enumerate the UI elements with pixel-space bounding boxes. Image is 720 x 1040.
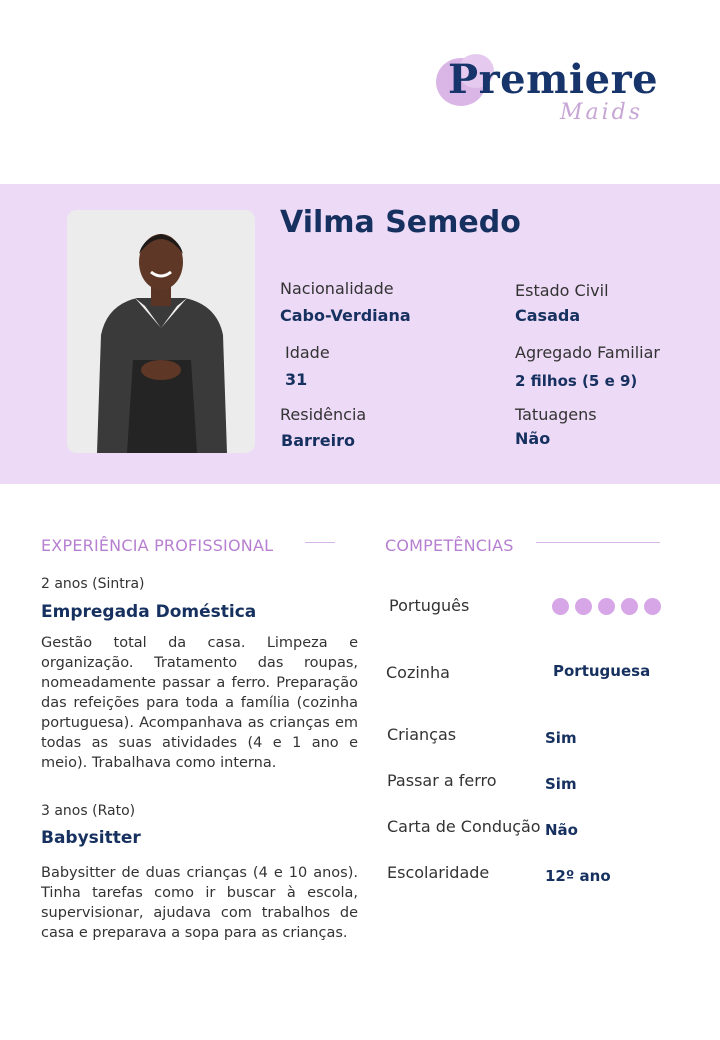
job-description: Gestão total da casa. Limpeza e organização. Tratamento das roupas, nomeadamente passar a ferro. Preparação das refeições para toda a família (cozinha portuguesa). Acompanhava as crianças em todas as suas atividades (4 e 1 ano e meio). Trabalhava como interna. bbox=[41, 635, 358, 771]
skill-ironing-value: Sim bbox=[545, 775, 577, 793]
job-description: Babysitter de duas crianças (4 e 10 anos). Tinha tarefas como ir buscar à escola, supervisionar, ajudava com trabalhos de casa e preparava a sopa para as crianças. bbox=[41, 865, 358, 941]
logo-wordmark: Premiere bbox=[448, 56, 659, 103]
tattoos-value: Não bbox=[515, 429, 551, 448]
skill-cooking-value: Portuguesa bbox=[553, 662, 651, 680]
logo-subtitle: Maids bbox=[560, 100, 644, 125]
skill-portuguese-rating bbox=[552, 598, 672, 615]
rating-dot bbox=[552, 598, 569, 615]
job-period: 3 anos (Rato) bbox=[41, 803, 136, 819]
skill-education-value: 12º ano bbox=[545, 867, 611, 885]
profile-photo bbox=[67, 210, 255, 453]
skill-driving-license-label: Carta de Condução bbox=[387, 817, 541, 836]
household-value: 2 filhos (5 e 9) bbox=[515, 372, 638, 390]
candidate-name: Vilma Semedo bbox=[280, 205, 521, 240]
rating-dot bbox=[621, 598, 638, 615]
residence-label: Residência bbox=[280, 405, 367, 424]
skills-title-rule bbox=[536, 542, 660, 543]
rating-dot bbox=[598, 598, 615, 615]
tattoos-label: Tatuagens bbox=[515, 405, 597, 424]
skill-portuguese-label: Português bbox=[389, 596, 470, 615]
marital-status-value: Casada bbox=[515, 306, 581, 325]
age-label: Idade bbox=[285, 343, 330, 362]
experience-section-title: EXPERIÊNCIA PROFISSIONAL bbox=[41, 536, 274, 555]
skill-driving-license-value: Não bbox=[545, 821, 578, 839]
person-portrait-illustration bbox=[67, 210, 255, 453]
age-value: 31 bbox=[285, 370, 308, 389]
skill-children-label: Crianças bbox=[387, 725, 457, 744]
job-period: 2 anos (Sintra) bbox=[41, 576, 145, 592]
skill-education-label: Escolaridade bbox=[387, 863, 490, 882]
experience-title-rule bbox=[305, 542, 335, 543]
skill-cooking-label: Cozinha bbox=[386, 663, 450, 682]
job-role: Empregada Doméstica bbox=[41, 602, 257, 622]
skill-children-value: Sim bbox=[545, 729, 577, 747]
skills-section-title: COMPETÊNCIAS bbox=[385, 536, 514, 555]
rating-dot bbox=[644, 598, 661, 615]
brand-logo bbox=[430, 52, 670, 142]
nationality-label: Nacionalidade bbox=[280, 279, 394, 298]
job-role: Babysitter bbox=[41, 828, 141, 848]
nationality-value: Cabo-Verdiana bbox=[280, 306, 411, 325]
marital-status-label: Estado Civil bbox=[515, 281, 609, 300]
household-label: Agregado Familiar bbox=[515, 343, 661, 362]
skill-ironing-label: Passar a ferro bbox=[387, 771, 497, 790]
rating-dot bbox=[575, 598, 592, 615]
residence-value: Barreiro bbox=[281, 431, 355, 450]
